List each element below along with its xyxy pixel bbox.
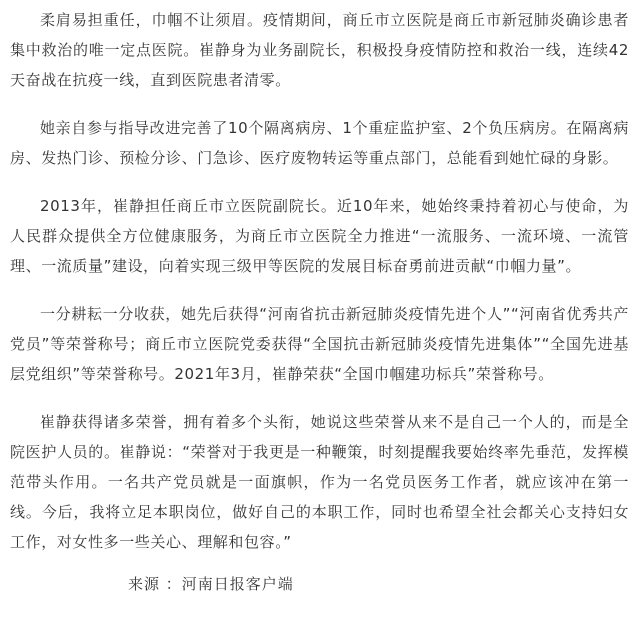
paragraph-gap: [10, 281, 629, 299]
paragraph-1: 柔肩易担重任，巾帼不让须眉。疫情期间，商丘市立医院是商丘市新冠肺炎确诊患者集中救治的唯一定点医院。崔静身为业务副院长，积极投身疫情防控和救治一线，连续42天奋战在抗疫一线，直到医院患者清零。: [10, 11, 629, 89]
paragraph-gap: [10, 173, 629, 191]
paragraph-gap: [10, 389, 629, 407]
paragraph-4: 一分耕耘一分收获，她先后获得“河南省抗击新冠肺炎疫情先进个人”“河南省优秀共产党员”等荣誉称号；商丘市立医院党委获得“全国抗击新冠肺炎疫情先进集体”“全国先进基层党组织”等荣誉称号。2021年3月，崔静荣获“全国巾帼建功标兵”荣誉称号。: [10, 305, 629, 383]
source-credit: 来源 ：河南日报客户端: [128, 575, 294, 593]
paragraph-2: 她亲自参与指导改进完善了10个隔离病房、1个重症监护室、2个负压病房。在隔离病房、发热门诊、预检分诊、门急诊、医疗废物转运等重点部门，总能看到她忙碌的身影。: [10, 119, 629, 167]
paragraph-gap: [10, 95, 629, 113]
paragraph-3: 2013年，崔静担任商丘市立医院副院长。近10年来，她始终秉持着初心与使命，为人民群众提供全方位健康服务，为商丘市立医院全力推进“一流服务、一流环境、一流管理、一流质量”建设，向着实现三级甲等医院的发展目标奋勇前进贡献“巾帼力量”。: [10, 197, 629, 275]
paragraph-5: 崔静获得诸多荣誉，拥有着多个头衔，她说这些荣誉从来不是自己一个人的，而是全院医护人员的。崔静说：“荣誉对于我更是一种鞭策，时刻提醒我要始终率先垂范，发挥模范带头作用。一名共产党员就是一面旗帜，作为一名党员医务工作者，就应该冲在第一线。今后，我将立足本职岗位，做好自己的本职工作，同时也希望全社会都关心支持妇女工作，对女性多一些关心、理解和包容。”: [10, 413, 629, 551]
